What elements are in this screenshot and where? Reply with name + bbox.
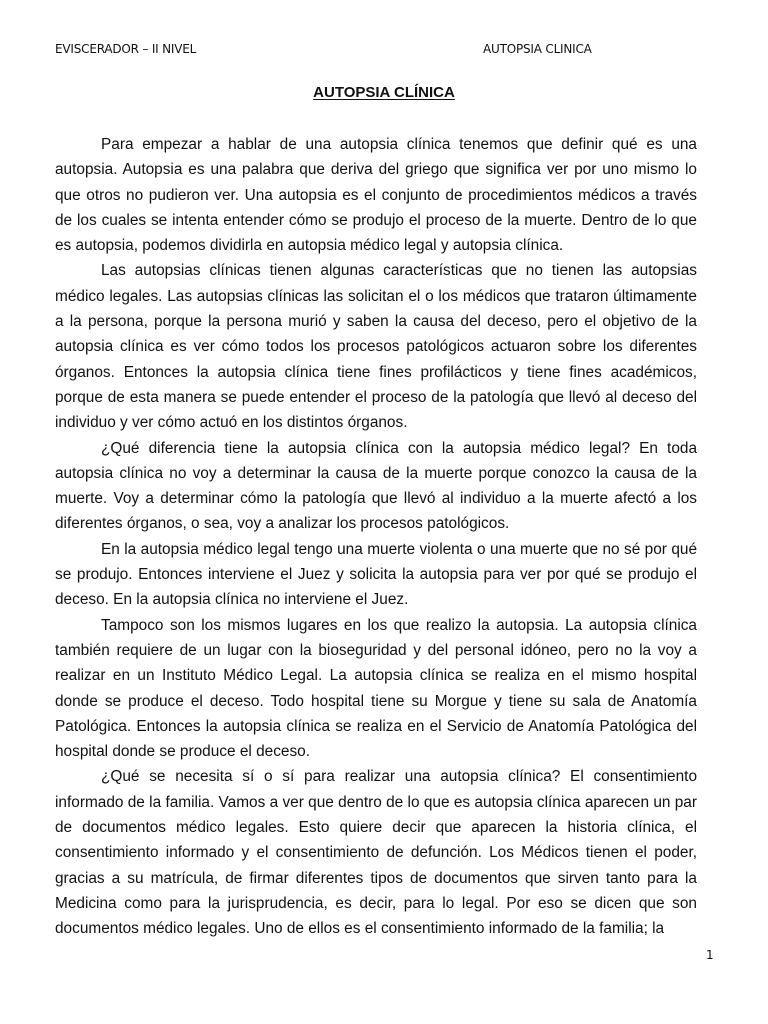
document-body: [55, 132, 697, 942]
paragraph: Las autopsias clínicas tienen algunas características que no tienen las autopsias médico legales. Las autopsias clínicas las solicitan el o los médicos que trataron últimamente a la persona, porque la persona murió y saben la causa del deceso, pero el objetivo de la autopsia clínica es ver cómo todos los procesos patológicos actuaron sobre los diferentes órganos. Entonces la autopsia clínica tiene fines profilácticos y tiene fines académicos, porque de esta manera se puede entender el proceso de la patología que llevó al deceso del individuo y ver cómo actuó en los distintos órganos.: [55, 262, 697, 432]
paragraph: Tampoco son los mismos lugares en los que realizo la autopsia. La autopsia clínica también requiere de un lugar con la bioseguridad y del personal idóneo, pero no la voy a realizar en un Instituto Médico Legal. La autopsia clínica se realiza en el mismo hospital donde se produce el deceso. Todo hospital tiene su Morgue y tiene su sala de Anatomía Patológica. Entonces la autopsia clínica se realiza en el Servicio de Anatomía Patológica del hospital donde se produce el deceso.: [55, 616, 697, 761]
page-number: 1: [706, 948, 714, 962]
paragraph: ¿Qué diferencia tiene la autopsia clínica con la autopsia médico legal? En toda autopsia clínica no voy a determinar la causa de la muerte porque conozco la causa de la muerte. Voy a determinar cómo la patología que llevó al individuo a la muerte afectó a los diferentes órganos, o sea, voy a analizar los procesos patológicos.: [55, 439, 697, 533]
paragraph: En la autopsia médico legal tengo una muerte violenta o una muerte que no sé por qué se produjo. Entonces interviene el Juez y solicita la autopsia para ver por qué se produjo el deceso. En la autopsia clínica no interviene el Juez.: [55, 540, 697, 609]
header-topic-label: AUTOPSIA CLINICA: [483, 42, 592, 56]
document-title: AUTOPSIA CLÍNICA: [313, 84, 455, 101]
paragraph: ¿Qué se necesita sí o sí para realizar una autopsia clínica? El consentimiento informado de la familia. Vamos a ver que dentro de lo que es autopsia clínica aparecen un par de documentos médico legales. Esto quiere decir que aparecen la historia clínica, el consentimiento informado y el consentimiento de defunción. Los Médicos tienen el poder, gracias a su matrícula, de firmar diferentes tipos de documentos que sirven tanto para la Medicina como para la jurisprudencia, es decir, para lo legal. Por eso se dicen que son documentos médico legales. Uno de ellos es el consentimiento informado de la familia; la: [55, 768, 697, 938]
paragraph: Para empezar a hablar de una autopsia clínica tenemos que definir qué es una autopsia. Autopsia es una palabra que deriva del griego que significa ver por uno mismo lo que otros no pudieron ver. Una autopsia es el conjunto de procedimientos médicos a través de los cuales se intenta entender cómo se produjo el proceso de la muerte. Dentro de lo que es autopsia, podemos dividirla en autopsia médico legal y autopsia clínica.: [55, 136, 697, 255]
running-header: [55, 42, 715, 58]
header-course-label: EVISCERADOR – II NIVEL: [55, 42, 197, 56]
